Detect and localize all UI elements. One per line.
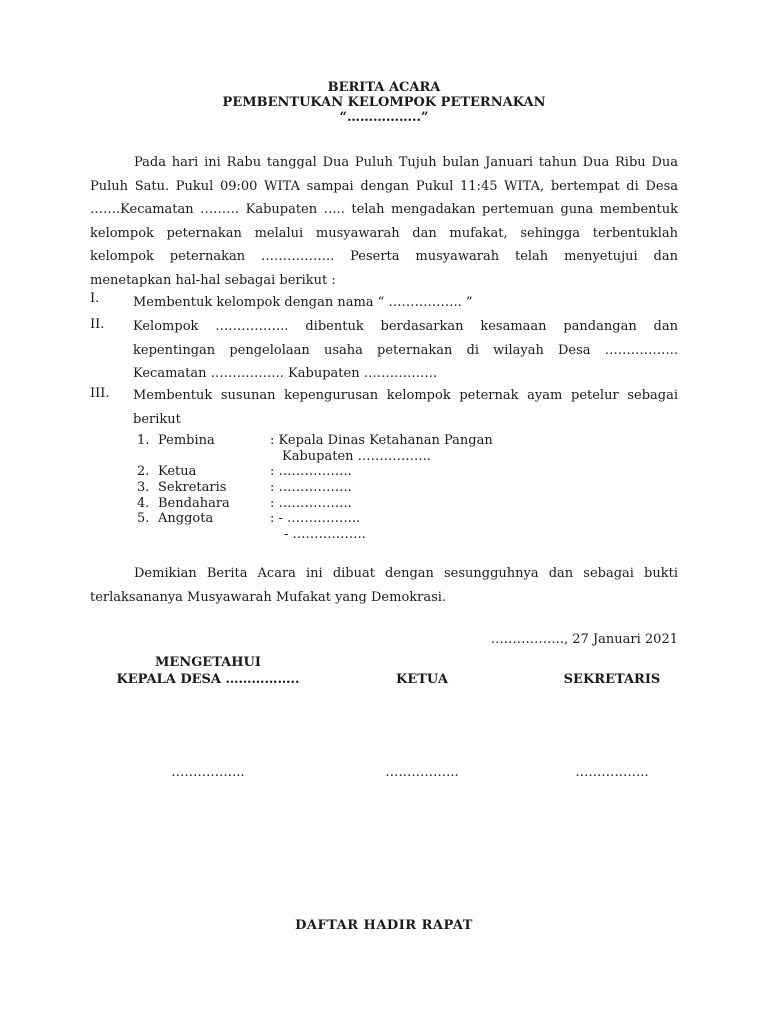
structure-value: : …………….. bbox=[270, 480, 352, 495]
structure-value: Kabupaten …………….. bbox=[282, 449, 431, 464]
item-number: III. bbox=[90, 386, 110, 401]
sig-ketua: KETUA bbox=[396, 672, 448, 687]
item-number: I. bbox=[90, 291, 100, 306]
sig-mengetahui: MENGETAHUI bbox=[155, 655, 261, 670]
structure-role: Ketua bbox=[158, 464, 197, 479]
structure-value: : …………….. bbox=[270, 464, 352, 479]
structure-no: 2. bbox=[137, 464, 150, 479]
attendance-title: DAFTAR HADIR RAPAT bbox=[295, 918, 473, 933]
place-date: …………….., 27 Januari 2021 bbox=[490, 632, 678, 647]
item-number: II. bbox=[90, 317, 105, 332]
closing-paragraph: Demikian Berita Acara ini dibuat dengan sesungguhnya dan sebagai bukti terlaksananya Musyawarah Mufakat yang Demokrasi. bbox=[90, 566, 678, 605]
doc-group-name: “……………..” bbox=[339, 110, 429, 125]
structure-no: 5. bbox=[137, 511, 150, 526]
structure-role: Bendahara bbox=[158, 496, 230, 511]
structure-value: : Kepala Dinas Ketahanan Pangan bbox=[270, 433, 493, 448]
structure-value: : - …………….. bbox=[270, 511, 361, 526]
structure-role: Anggota bbox=[158, 511, 214, 526]
structure-value: - …………….. bbox=[284, 527, 366, 542]
doc-subtitle: PEMBENTUKAN KELOMPOK PETERNAKAN bbox=[222, 95, 546, 110]
structure-no: 3. bbox=[137, 480, 150, 495]
sig-line-kepala-desa: …………….. bbox=[171, 765, 245, 780]
structure-role: Sekretaris bbox=[158, 480, 227, 495]
intro-paragraph: Pada hari ini Rabu tanggal Dua Puluh Tujuh bulan Januari tahun Dua Ribu Dua Puluh Satu. Pukul 09:00 WITA sampai dengan Pukul 11:45 WITA, bertempat di Desa …….Kecamatan ……… Kabupaten ….. telah mengadakan pertemuan guna membentuk kelompok peternakan melalui musyawarah dan mufakat, sehingga terbentuklah kelompok peternakan …………….. Peserta musyawarah telah menyetujui dan menetapkan hal-hal sebagai berikut : bbox=[90, 155, 678, 288]
sig-kepala-desa: KEPALA DESA …………….. bbox=[116, 672, 300, 687]
sig-line-ketua: …………….. bbox=[385, 765, 459, 780]
structure-value: : …………….. bbox=[270, 496, 352, 511]
doc-title: BERITA ACARA bbox=[327, 80, 441, 95]
item-text: Membentuk susunan kepengurusan kelompok peternak ayam petelur sebagai berikut bbox=[133, 388, 678, 427]
item-text: Kelompok …………….. dibentuk berdasarkan kesamaan pandangan dan kepentingan pengelolaan usaha peternakan di wilayah Desa …………….. Kecamatan …………….. Kabupaten …………….. bbox=[133, 319, 678, 381]
structure-no: 1. bbox=[137, 433, 150, 448]
structure-role: Pembina bbox=[158, 433, 215, 448]
sig-line-sekretaris: …………….. bbox=[575, 765, 649, 780]
sig-sekretaris: SEKRETARIS bbox=[563, 672, 661, 687]
item-text: Membentuk kelompok dengan nama “ …………….. ” bbox=[133, 295, 473, 310]
structure-no: 4. bbox=[137, 496, 150, 511]
